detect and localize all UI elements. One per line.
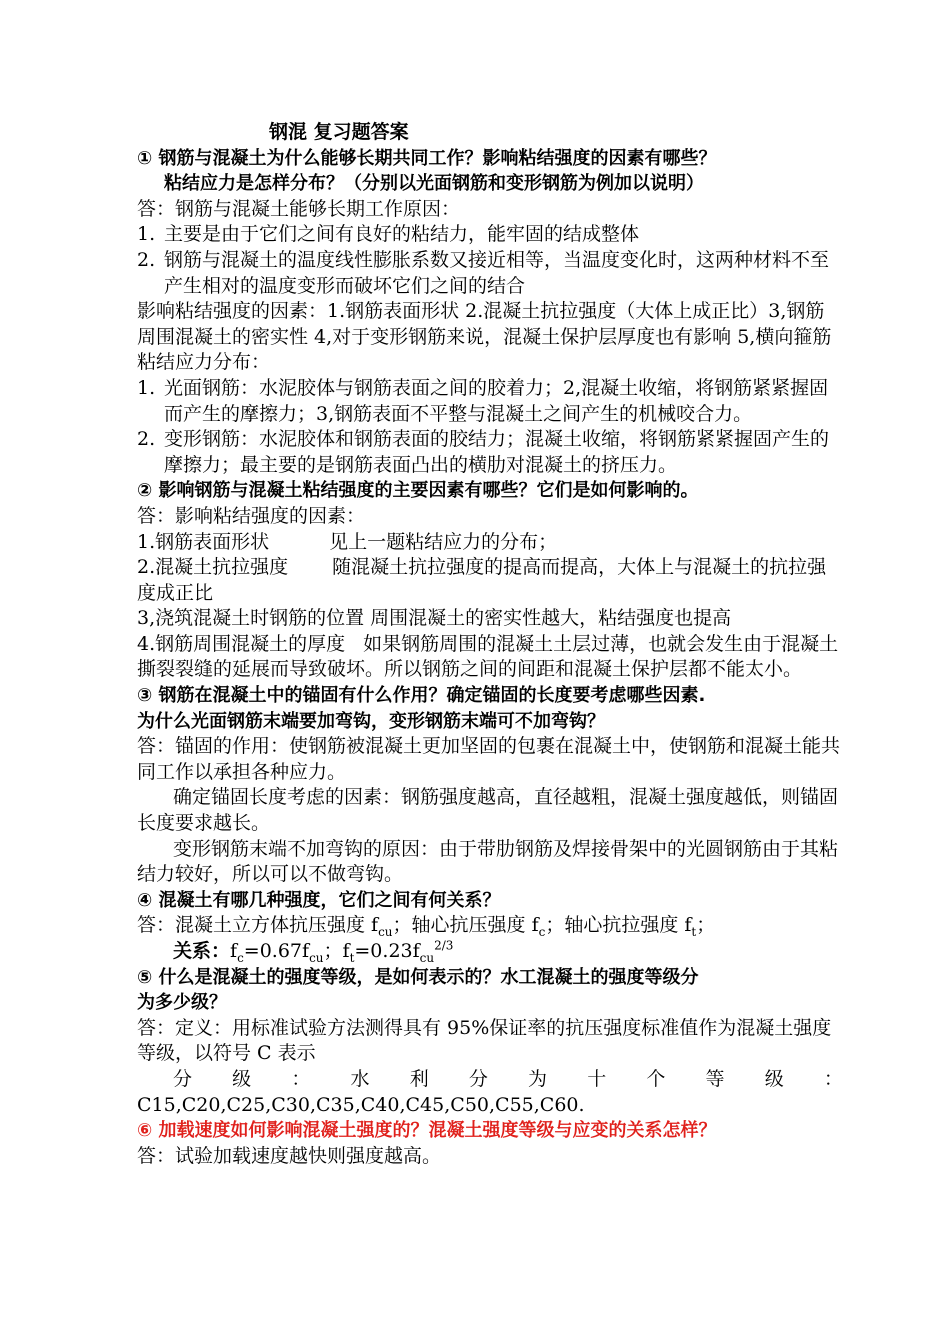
- question-4-line-1: ④ 混凝土有哪几种强度，它们之间有何关系？: [137, 889, 501, 911]
- question-1-line-1: ① 钢筋与混凝土为什么能够长期共同工作？影响粘结强度的因素有哪些？: [137, 147, 717, 169]
- factor-name: 4.钢筋周围混凝土的厚度: [137, 632, 346, 655]
- answer-1-distribution-heading: 粘结应力分布：: [137, 351, 271, 374]
- item-text: 变形钢筋：水泥胶体和钢筋表面的胶结力；混凝土收缩，将钢筋紧紧握固产生的摩擦力；最主要的是钢筋表面凸出的横肋对混凝土的挤压力。: [164, 428, 830, 476]
- factor-desc: 如果钢筋周围的混凝土土层过薄，也就会发生由于混凝土撕裂裂缝的延展而导致破坏。所以钢筋之间的间距和混凝土保护层都不能太小。: [137, 632, 839, 681]
- answer-5-definition: 答：定义：用标准试验方法测得具有 95%保证率的抗压强度标准值作为混凝土强度等级，以符号 C 表示: [137, 1016, 832, 1065]
- question-1: [137, 146, 843, 197]
- question-4: [137, 888, 843, 914]
- char: 等: [705, 1067, 725, 1090]
- char: 十: [587, 1067, 607, 1090]
- factor-desc: 随混凝土抗拉强度的提高而提高，大体上与混凝土的抗拉强度成正比: [137, 556, 827, 604]
- item-number: 1.: [137, 223, 156, 246]
- question-5-line-2: 为多少级？: [137, 992, 227, 1014]
- answer-5-spread-line: [137, 1067, 843, 1093]
- answer-2-intro: 答：影响粘结强度的因素：: [137, 504, 366, 527]
- relation-label: 关系：: [173, 940, 231, 962]
- document-page: [137, 120, 843, 1169]
- subscript: t: [691, 925, 697, 940]
- question-3: [137, 683, 843, 734]
- item-number: 1.: [137, 376, 156, 399]
- char: 级: [232, 1067, 252, 1090]
- char: 级: [764, 1067, 784, 1090]
- answer-5-grades: C15,C20,C25,C30,C35,C40,C45,C50,C55,C60.: [137, 1093, 585, 1116]
- question-2-line-1: ② 影响钢筋与混凝土粘结强度的主要因素有哪些？它们是如何影响的。: [137, 480, 699, 502]
- answer-4-strengths: [137, 913, 843, 939]
- subscript: c: [237, 950, 244, 965]
- char: 水: [350, 1067, 370, 1090]
- factor-name: 2.混凝土抗拉强度: [137, 556, 289, 579]
- answer-1-intro: 答：钢筋与混凝土能够长期工作原因：: [137, 197, 461, 220]
- subscript: cu: [309, 950, 324, 965]
- text: 答：混凝土立方体抗压强度 f: [137, 914, 379, 937]
- answer-1-item-2: [137, 248, 843, 299]
- question-3-line-2: 为什么光面钢筋末端要加弯钩，变形钢筋末端可不加弯钩？: [137, 710, 605, 732]
- answer-1-distribution-1: [137, 376, 843, 427]
- answer-4-relation: [137, 939, 843, 965]
- question-6-line-1: ⑥ 加载速度如何影响混凝土强度的？混凝土强度等级与应变的关系怎样？: [137, 1120, 717, 1142]
- answer-1-factors: 影响粘结强度的因素：1.钢筋表面形状 2.混凝土抗拉强度（大体上成正比）3,钢筋周围混凝土的密实性 4,对于变形钢筋来说，混凝土保护层厚度也有影响 5,横向箍筋: [137, 300, 832, 348]
- item-number: 2.: [137, 428, 156, 451]
- question-5-line-1: ⑤ 什么是混凝土的强度等级，是如何表示的？水工混凝土的强度等级分: [137, 966, 699, 988]
- page-title: 钢混 复习题答案: [269, 121, 409, 143]
- item-text: 主要是由于它们之间有良好的粘结力，能牢固的结成整体: [164, 223, 640, 246]
- subscript: cu: [378, 925, 393, 940]
- question-1-line-2: 粘结应力是怎样分布？（分别以光面钢筋和变形钢筋为例加以说明）: [164, 173, 704, 195]
- text: ；轴心抗拉强度 f: [545, 914, 692, 937]
- text: =0.67f: [243, 940, 310, 962]
- answer-3-hook-reason: 变形钢筋末端不加弯钩的原因：由于带肋钢筋及焊接骨架中的光圆钢筋由于其粘结力较好，所以可以不做弯钩。: [137, 837, 839, 886]
- answer-3-length-factors: 确定锚固长度考虑的因素：钢筋强度越高，直径越粗，混凝土强度越低，则锚固长度要求越长。: [137, 786, 839, 835]
- char: 利: [409, 1067, 429, 1090]
- factor-name: 1.钢筋表面形状: [137, 530, 270, 553]
- question-2: [137, 478, 843, 504]
- char: ：: [291, 1067, 311, 1090]
- text: ；: [696, 914, 716, 937]
- subscript: c: [538, 925, 546, 940]
- text: =0.23f: [354, 940, 420, 962]
- answer-1-item-1: [137, 222, 843, 248]
- text: ；轴心抗压强度 f: [392, 914, 539, 937]
- text: ；f: [323, 940, 350, 962]
- char: 为: [528, 1067, 548, 1090]
- char: ：: [823, 1067, 843, 1090]
- question-6: [137, 1118, 843, 1144]
- question-5: [137, 965, 843, 1016]
- answer-2-factor-2: [137, 555, 843, 606]
- factor-desc: 见上一题粘结应力的分布；: [329, 530, 558, 553]
- answer-1-distribution-2: [137, 427, 843, 478]
- answer-6: 答：试验加载速度越快则强度越高。: [137, 1144, 442, 1167]
- char: 分: [468, 1067, 488, 1090]
- answer-2-factor-3: 3,浇筑混凝土时钢筋的位置 周围混凝土的密实性越大，粘结强度也提高: [137, 607, 732, 630]
- char: 个: [646, 1067, 666, 1090]
- question-3-line-1: ③ 钢筋在混凝土中的锚固有什么作用？确定锚固的长度要考虑哪些因素.: [137, 685, 706, 707]
- superscript: 2/3: [434, 938, 454, 953]
- answer-2-factor-4: [137, 632, 843, 683]
- item-number: 2.: [137, 248, 156, 271]
- text: f: [230, 940, 238, 962]
- subscript: cu: [419, 950, 435, 965]
- answer-3-purpose: 答：锚固的作用：使钢筋被混凝土更加坚固的包裹在混凝土中，使钢筋和混凝土能共同工作以承担各种应力。: [137, 735, 841, 783]
- item-text: 钢筋与混凝土的温度线性膨胀系数又接近相等，当温度变化时，这两种材料不至产生相对的温度变形而破坏它们之间的结合: [164, 248, 830, 297]
- subscript: t: [349, 950, 355, 965]
- item-text: 光面钢筋：水泥胶体与钢筋表面之间的胶着力；2,混凝土收缩，将钢筋紧紧握固而产生的摩擦力；3,钢筋表面不平整与混凝土之间产生的机械咬合力。: [164, 376, 829, 425]
- char: 分: [173, 1067, 193, 1090]
- answer-2-factor-1: [137, 530, 843, 556]
